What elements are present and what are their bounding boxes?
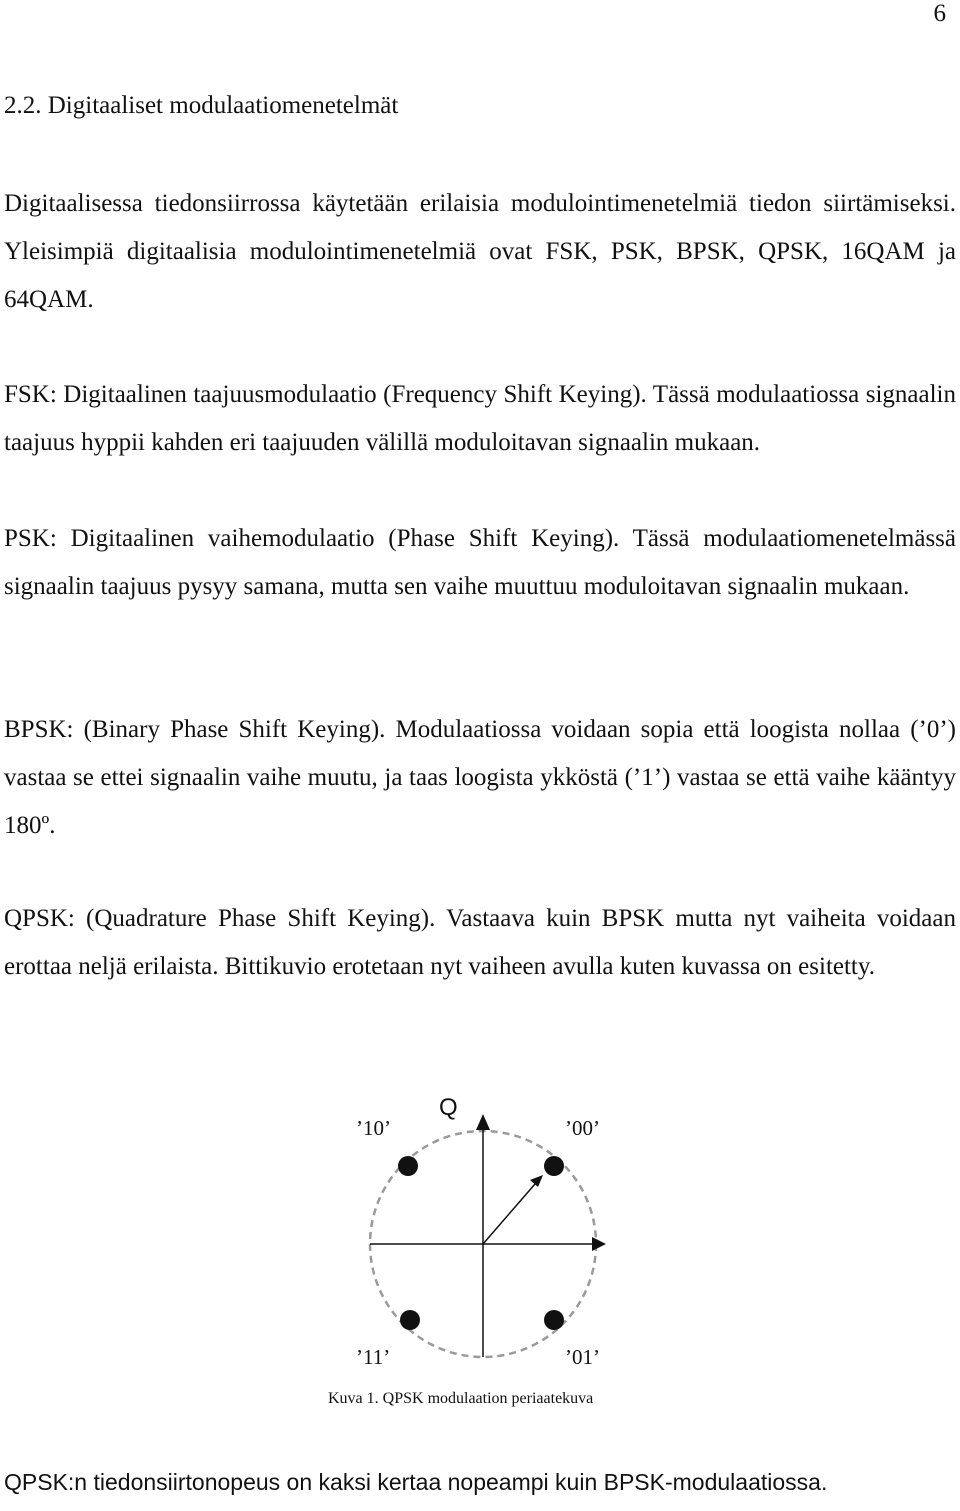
label-11: ’11’ (356, 1345, 391, 1369)
paragraph-intro (4, 180, 956, 324)
phase-vector-arrowhead (530, 1175, 543, 1187)
label-10: ’10’ (356, 1116, 391, 1140)
figure-caption: Kuva 1. QPSK modulaation periaatekuva (328, 1390, 594, 1407)
q-axis-label: Q (439, 1094, 458, 1121)
paragraph-text: FSK: Digitaalinen taajuusmodulaatio (Frequency Shift Keying). Tässä modulaatiossa signaalin taajuus hyppii kahden eri taajuuden välillä moduloitavan signaalin mukaan. (4, 381, 956, 456)
point-00 (544, 1156, 564, 1176)
paragraph-fsk (4, 371, 956, 467)
point-10 (398, 1156, 418, 1176)
paragraph-text: Digitaalisessa tiedonsiirrossa käytetään erilaisia modulointimenetelmiä tiedon siirtämiseksi. Yleisimpiä digitaalisia modulointimenetelmiä ovat FSK, PSK, BPSK, QPSK, 16QAM ja 64QAM. (4, 190, 956, 313)
paragraph-text: PSK: Digitaalinen vaihemodulaatio (Phase Shift Keying). Tässä modulaatiomenetelmässä signaalin taajuus pysyy samana, mutta sen vaihe muuttuu moduloitavan signaalin mukaan. (4, 525, 956, 600)
closing-paragraph: QPSK:n tiedonsiirtonopeus on kaksi kertaa nopeampi kuin BPSK-modulaatiossa. (4, 1469, 828, 1495)
label-01: ’01’ (565, 1345, 600, 1369)
qpsk-constellation-figure (0, 1080, 960, 1440)
paragraph-text: BPSK: (Binary Phase Shift Keying). Modulaatiossa voidaan sopia että loogista nollaa (’0’) vastaa se ettei signaalin vaihe muutu, ja taas loogista ykköstä (’1’) vastaa se että vaihe kääntyy 180º. (4, 716, 956, 839)
phase-vector (483, 1184, 535, 1244)
i-axis-arrowhead (592, 1237, 606, 1251)
paragraph-text: QPSK: (Quadrature Phase Shift Keying). Vastaava kuin BPSK mutta nyt vaiheita voidaan erottaa neljä erilaista. Bittikuvio erotetaan nyt vaiheen avulla kuten kuvassa on esitetty. (4, 905, 956, 980)
section-heading: 2.2. Digitaaliset modulaatiomenetelmät (4, 92, 399, 119)
paragraph-bpsk (4, 706, 956, 850)
q-axis-arrowhead (476, 1114, 490, 1130)
constellation-diagram (0, 1080, 960, 1440)
paragraph-psk (4, 515, 956, 611)
point-01 (544, 1310, 564, 1330)
point-11 (400, 1310, 420, 1330)
page-number: 6 (933, 0, 946, 27)
paragraph-qpsk (4, 895, 956, 991)
label-00: ’00’ (565, 1116, 600, 1140)
